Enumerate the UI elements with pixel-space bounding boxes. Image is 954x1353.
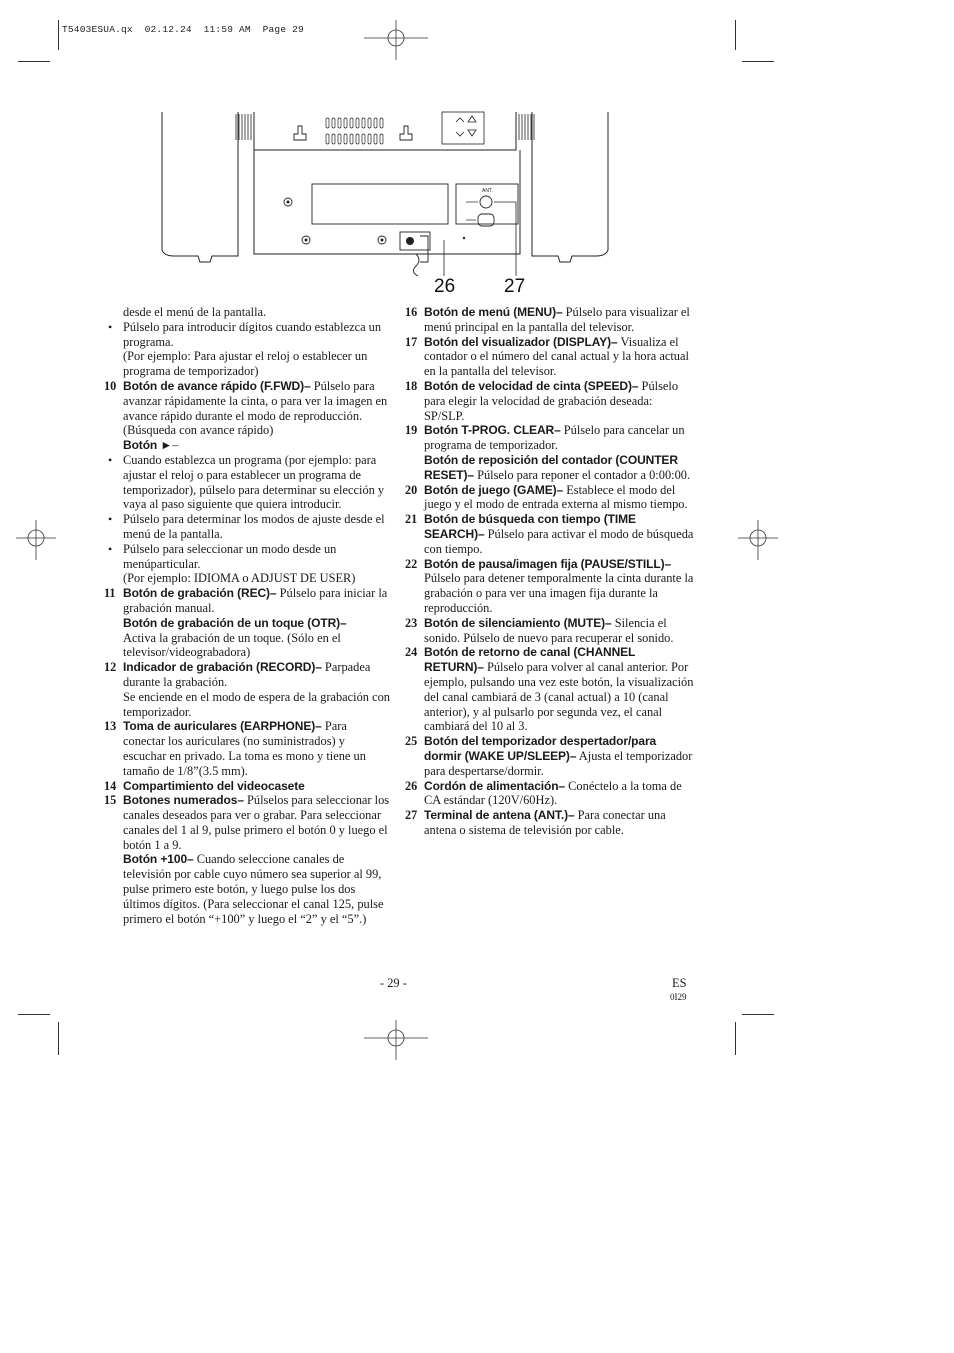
crop-mark <box>735 20 736 50</box>
ant-label: ANT. <box>482 188 493 194</box>
right-column <box>405 305 695 838</box>
item-14 <box>104 779 391 794</box>
item-heading: Botón T-PROG. CLEAR– <box>424 423 561 438</box>
item-26 <box>405 779 695 809</box>
play-button-heading <box>104 438 391 453</box>
play-heading: Botón ► <box>123 438 173 453</box>
registration-mark-right <box>738 520 778 560</box>
tv-rear-panel-illustration <box>160 110 610 310</box>
item-24 <box>405 645 695 734</box>
item-heading: Botón de grabación (REC)– <box>123 586 277 601</box>
language-code: ES <box>672 976 687 990</box>
plus100-text: Cuando seleccione canales de televisión por cable cuyo número sea superior al 99, pulse primero este botón, y luego pulse los dos últimos dígitos. (Para seleccionar el canal 125, pulse primero el botón “+100” y luego el “2” y el “5”.) <box>123 852 384 926</box>
item-number: 20 <box>405 482 418 497</box>
item-heading: Botones numerados– <box>123 793 244 808</box>
item-text: Conéctelo a la toma de CA estándar (120V/60Hz). <box>424 778 682 808</box>
item-10 <box>104 379 391 438</box>
otr-heading-text: Botón de grabación de un toque (OTR)– <box>123 615 347 630</box>
item-heading: Toma de auriculares (EARPHONE)– <box>123 719 322 734</box>
item-17 <box>405 335 695 379</box>
otr-text: Activa la grabación de un toque. (Sólo en el televisor/videograbadora) <box>123 630 341 660</box>
item-heading: Botón de silenciamiento (MUTE)– <box>424 615 612 630</box>
item-27 <box>405 808 695 838</box>
callout-26: 26 <box>434 276 456 297</box>
item-number: 11 <box>104 586 116 601</box>
bullet-text: Púlselo para introducir dígitos cuando establezca un programa. <box>123 319 382 349</box>
bullet-item: • Púlselo para determinar los modos de ajuste desde el menú de la pantalla. <box>108 512 385 541</box>
item-heading: Terminal de antena (ANT.)– <box>424 808 575 823</box>
example-text: (Por ejemplo: IDIOMA o ADJUST DE USER) <box>123 571 356 586</box>
item-15 <box>104 793 391 852</box>
item-number: 27 <box>405 808 418 823</box>
item-heading: Botón de avance rápido (F.FWD)– <box>123 378 311 393</box>
item-number: 25 <box>405 734 418 749</box>
item-number: 22 <box>405 556 418 571</box>
crop-mark <box>18 1014 50 1015</box>
item-heading: Botón del visualizador (DISPLAY)– <box>424 334 618 349</box>
item-heading: Compartimiento del videocasete <box>123 778 305 793</box>
bullet-text: Púlselo para determinar los modos de ajuste desde el menú de la pantalla. <box>123 512 385 541</box>
bullet-item: • Púlselo para seleccionar un modo desde un menúparticular. <box>108 541 337 571</box>
item-number: 26 <box>405 778 418 793</box>
item-number: 19 <box>405 423 418 438</box>
item-11 <box>104 586 391 616</box>
item-12-extra: Se enciende en el modo de espera de la grabación con temporizador. <box>123 689 390 719</box>
item-text: Púlselo para cancelar un programa de temporizador. <box>424 423 685 453</box>
item-text: Para conectar una antena o sistema de televisión por cable. <box>424 808 666 837</box>
item-text: Púlselo para visualizar el menú principal en la pantalla del televisor. <box>424 305 690 334</box>
item-text: Silencia el sonido. Púlselo de nuevo para recuperar el sonido. <box>424 615 674 645</box>
item-number: 21 <box>405 512 418 527</box>
example-text: (Por ejemplo: Para ajustar el reloj o establecer un programa de temporizador) <box>123 349 368 379</box>
bullet-text: Púlselo para seleccionar un modo desde un menúparticular. <box>123 541 337 571</box>
item-heading: Botón de velocidad de cinta (SPEED)– <box>424 378 639 393</box>
crop-mark <box>58 20 59 50</box>
item-18 <box>405 379 695 423</box>
item-text: Púlselo para detener temporalmente la cinta durante la grabación o para ver una imagen fija durante la reproducción. <box>424 571 694 615</box>
intro-line: desde el menú de la pantalla. <box>123 305 267 319</box>
item-text: Púlselo para avanzar rápidamente la cinta, o para ver la imagen en avance rápido durante el modo de reproducción. (Búsqueda con avance rápido) <box>123 378 388 438</box>
item-16 <box>405 305 695 335</box>
otr-heading <box>104 616 391 631</box>
crop-mark <box>742 61 774 62</box>
item-text: Ajusta el temporizador para despertarse/dormir. <box>424 748 693 778</box>
item-number: 14 <box>104 778 117 793</box>
item-number: 17 <box>405 334 418 349</box>
bullet-text: Cuando establezca un programa (por ejemplo: para ajustar el reloj o para establecer un programa de temporizador), púlselo para determinar su elección y vaya al paso siguiente que quiera introducir. <box>123 452 385 512</box>
play-dash: – <box>172 438 179 453</box>
item-12 <box>104 660 391 690</box>
item-number: 15 <box>104 793 117 808</box>
item-number: 18 <box>405 378 418 393</box>
item-number: 16 <box>405 305 418 319</box>
item-number: 23 <box>405 615 418 630</box>
item-text: Púlselo para iniciar la grabación manual. <box>123 586 388 615</box>
item-heading: Cordón de alimentación– <box>424 778 566 793</box>
item-text: Visualiza el contador o el número del canal actual y la hora actual en la pantalla del televisor. <box>424 334 689 379</box>
callout-27: 27 <box>504 276 526 297</box>
item-22 <box>405 557 695 616</box>
item-23 <box>405 616 695 646</box>
bullet-item: • Púlselo para introducir dígitos cuando establezca un programa. <box>108 319 382 349</box>
item-21 <box>405 512 695 556</box>
crop-mark <box>735 1022 736 1055</box>
item-text: Púlselos para seleccionar los canales deseados para ver o grabar. Para seleccionar canales del 1 al 9, pulse primero el botón 0 y luego el botón 1 a 9. <box>123 793 390 852</box>
crop-mark <box>742 1014 774 1015</box>
item-heading: Botón de menú (MENU)– <box>424 305 563 319</box>
item-heading: Botón de búsqueda con tiempo (TIME SEARCH)– <box>424 512 636 541</box>
item-text: Establece el modo del juego y el modo de entrada externa al mismo tiempo. <box>424 482 688 512</box>
item-13 <box>104 719 391 778</box>
item-text: Púlselo para activar el modo de búsqueda con tiempo. <box>424 526 694 556</box>
document-code: 0I29 <box>670 992 687 1002</box>
item-text: Púlselo para elegir la velocidad de grabación deseada: SP/SLP. <box>424 378 679 423</box>
item-number: 24 <box>405 645 418 660</box>
item-25 <box>405 734 695 778</box>
page-number: - 29 - <box>380 976 407 990</box>
plus100-block <box>104 852 391 926</box>
counter-text: Púlselo para reponer el contador a 0:00:00. <box>473 467 691 482</box>
plus100-heading: Botón +100– <box>123 852 194 867</box>
left-column <box>104 305 391 926</box>
item-heading: Botón de retorno de canal (CHANNEL RETURN)– <box>424 645 636 675</box>
item-number: 13 <box>104 719 117 734</box>
bullet-item: • Cuando establezca un programa (por ejemplo: para ajustar el reloj o para establecer un programa de temporizador), púlselo para determinar su elección y vaya al paso siguiente que quiera introducir. <box>108 452 385 512</box>
item-number: 10 <box>104 378 117 393</box>
counter-reset-block <box>405 453 695 483</box>
item-heading: Indicador de grabación (RECORD)– <box>123 660 322 675</box>
item-heading: Botón del temporizador despertador/para dormir (WAKE UP/SLEEP)– <box>424 734 657 763</box>
item-heading: Botón de pausa/imagen fija (PAUSE/STILL)– <box>424 556 672 571</box>
item-text: Púlselo para volver al canal anterior. Por ejemplo, pulsando una vez este botón, la visualización del canal cambiará de 3 (canal actual) a 10 (canal anterior), y al pulsarlo por segunda vez, el canal cambiará del 10 al 3. <box>424 660 694 734</box>
counter-heading: Botón de reposición del contador (COUNTER RESET)– <box>424 452 678 482</box>
item-text: Parpadea durante la grabación. <box>123 660 371 689</box>
registration-mark-left <box>16 520 56 560</box>
registration-mark-top <box>364 20 428 60</box>
item-19 <box>405 423 695 453</box>
item-20 <box>405 483 695 513</box>
item-heading: Botón de juego (GAME)– <box>424 482 564 497</box>
item-number: 12 <box>104 660 117 675</box>
crop-mark <box>58 1022 59 1055</box>
crop-mark <box>18 61 50 62</box>
registration-mark-bottom <box>364 1020 428 1060</box>
item-text: Para conectar los auriculares (no suministrados) y escuchar en privado. La toma es mono y tiene un tamaño de 1/8”(3.5 mm). <box>123 719 366 778</box>
print-slug: T5403ESUA.qx 02.12.24 11:59 AM Page 29 <box>62 24 304 35</box>
